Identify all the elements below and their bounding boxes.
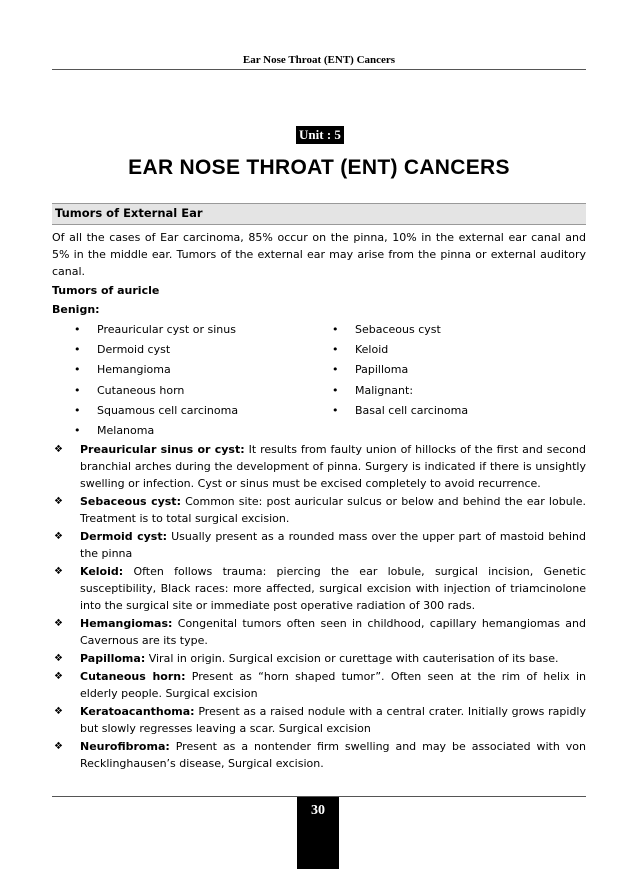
running-header: Ear Nose Throat (ENT) Cancers [242, 54, 396, 66]
diamond-bullet-icon: ❖ [54, 671, 63, 683]
detail-text: Present as “horn shaped tumor”. Often seen at the rim of helix in elderly people. Surgical excision [80, 670, 586, 701]
diamond-bullet-icon: ❖ [54, 653, 63, 665]
detail-term: Papilloma: [80, 652, 146, 666]
detail-text: Present as a nontender firm swelling and may be associated with von Recklinghausen’s disease, Surgical excision. [80, 740, 586, 771]
diamond-bullet-icon: ❖ [54, 741, 63, 753]
detail-item-keratoacanthoma [52, 703, 586, 737]
detail-item-cutaneous-horn [52, 668, 586, 702]
page-number-box [297, 797, 339, 869]
detail-item-hemangiomas [52, 615, 586, 649]
list-item: • Malignant: [332, 381, 582, 401]
detail-text: It results from faulty union of hillocks of the first and second branchial arches during the development of pinna. Surgery is indicated if there is unsightly swelling or infection. Cyst or sinus must be excised completely to avoid recurrence. [80, 443, 587, 491]
detail-term: Neurofibroma: [80, 740, 170, 754]
detail-item-keloid [52, 563, 586, 614]
diamond-bullet-icon: ❖ [54, 496, 63, 508]
detail-term: Sebaceous cyst: [80, 495, 181, 509]
section-heading: Tumors of External Ear [55, 206, 203, 220]
detail-text: Common site: post auricular sulcus or below and behind the ear lobule. Treatment is to total surgical excision. [80, 495, 586, 526]
list-item: • Cutaneous horn [74, 381, 332, 401]
diamond-bullet-icon: ❖ [54, 566, 63, 578]
detail-term: Hemangiomas: [80, 617, 173, 631]
list-item: • Dermoid cyst [74, 340, 332, 360]
detail-item-neurofibroma [52, 738, 586, 772]
list-item: • Sebaceous cyst [332, 320, 582, 340]
list-item: • Basal cell carcinoma [332, 401, 582, 421]
tumor-bullet-list [52, 320, 586, 441]
detail-term: Cutaneous horn: [80, 670, 186, 684]
detail-item-papilloma [52, 650, 586, 667]
detail-text: Often follows trauma: piercing the ear lobule, surgical incision, Genetic susceptibility, Black races: more affected, surgical excision with injection of triamcinolone into the surgical site or immediate post operative radiation of 300 rads. [80, 565, 586, 613]
detail-term: Preauricular sinus or cyst: [80, 443, 245, 457]
section-bar [52, 203, 586, 225]
list-item: • Squamous cell carcinoma [74, 401, 332, 421]
list-item: • Preauricular cyst or sinus [74, 320, 332, 340]
list-item: • Melanoma [74, 421, 332, 441]
benign-heading: Benign: [52, 303, 100, 316]
detail-term: Keratoacanthoma: [80, 705, 195, 719]
list-item: • Keloid [332, 340, 582, 360]
diamond-bullet-icon: ❖ [54, 618, 63, 630]
bullet-column-left [52, 320, 332, 441]
chapter-title: EAR NOSE THROAT (ENT) CANCERS [128, 156, 510, 179]
intro-paragraph: Of all the cases of Ear carcinoma, 85% occur on the pinna, 10% in the external ear canal and 5% in the middle ear. Tumors of the external ear may arise from the pinna or external auditory canal. [52, 231, 586, 278]
detail-term: Keloid: [80, 565, 124, 579]
detail-item-dermoid [52, 528, 586, 562]
diamond-bullet-icon: ❖ [54, 706, 63, 718]
content-body [52, 229, 586, 773]
diamond-bullet-icon: ❖ [54, 444, 63, 456]
diamond-bullet-icon: ❖ [54, 531, 63, 543]
detail-list [52, 441, 586, 772]
auricle-heading: Tumors of auricle [52, 284, 160, 297]
page-number: 30 [311, 803, 325, 818]
list-item: • Papilloma [332, 360, 582, 380]
list-item: • Hemangioma [74, 360, 332, 380]
detail-text: Congenital tumors often seen in childhood, capillary hemangiomas and Cavernous are its type. [80, 617, 586, 648]
unit-badge: Unit : 5 [296, 126, 344, 144]
detail-text: Viral in origin. Surgical excision or curettage with cauterisation of its base. [145, 652, 559, 666]
detail-item-preauricular [52, 441, 586, 492]
detail-text: Present as a raised nodule with a central crater. Initially grows rapidly but slowly regresses leaving a scar. Surgical excision [80, 705, 586, 736]
bullet-column-right [332, 320, 582, 441]
detail-text: Usually present as a rounded mass over the upper part of mastoid behind the pinna [80, 530, 586, 561]
detail-term: Dermoid cyst: [80, 530, 168, 544]
header-divider [52, 69, 586, 70]
detail-item-sebaceous [52, 493, 586, 527]
